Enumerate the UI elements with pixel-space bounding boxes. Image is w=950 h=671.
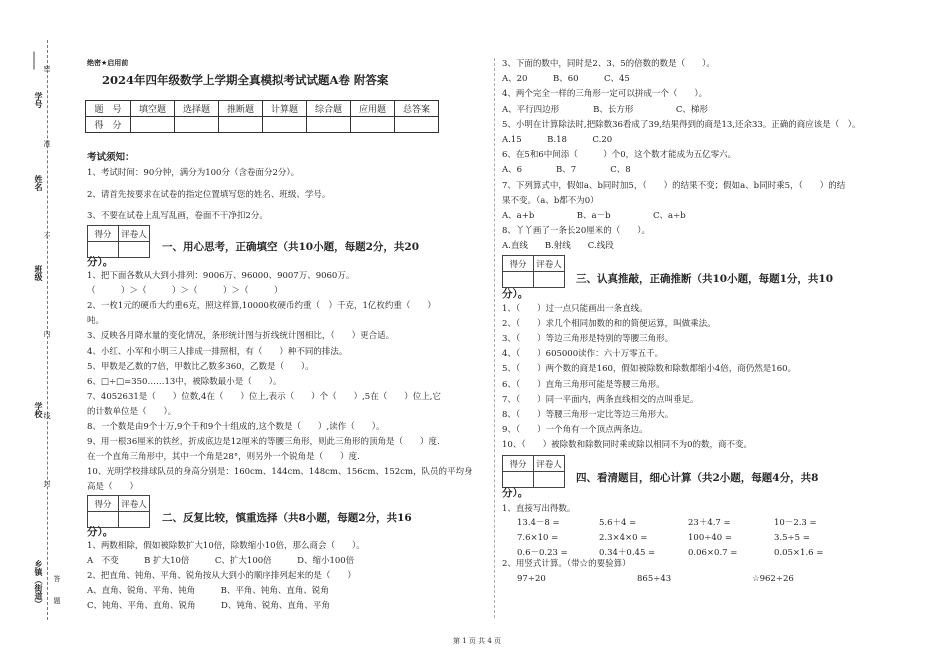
- calc-item: 23＋4.7 =: [688, 518, 731, 528]
- vertical-calc-3: ☆962÷26: [752, 574, 794, 584]
- cut-mark-2: 封: [43, 480, 51, 487]
- score-header-total: 总答案: [395, 101, 439, 117]
- question-line: 8、一个数是由9个十万,9个千和9个十组成的,这个数是（ ）,读作（ ）。: [87, 422, 385, 432]
- section-3-title: 三、认真推敲，正确推断（共10小题，每题1分，共10: [576, 273, 834, 285]
- score-cell[interactable]: [175, 117, 219, 133]
- question-line: 吨。: [87, 316, 105, 327]
- calc-item: 0.34＋0.45 =: [599, 548, 656, 558]
- question-line: 1、两数相除，假如被除数扩大10倍，除数缩小10倍，那么商会（ ）。: [87, 541, 365, 551]
- cut-mark-1: 密: [43, 65, 51, 72]
- grader-reviewer-cell[interactable]: [534, 272, 565, 288]
- score-header-label: 题 号: [86, 101, 131, 117]
- margin-label-class: 班级: [34, 265, 43, 281]
- notice-item: 2、请首先按要求在试卷的指定位置填写您的姓名、班级、学号。: [87, 190, 331, 200]
- question-line: （ ）＞（ ）＞（ ）＞（ ）: [87, 286, 283, 297]
- page-title: 2024年四年级数学上学期全真模拟考试试题A卷 附答案: [102, 73, 389, 87]
- notice-item: 3、不要在试卷上乱写乱画，卷面不干净扣2分。: [87, 211, 268, 221]
- grader-reviewer-cell[interactable]: [534, 472, 565, 488]
- score-header-calc: 计算题: [263, 101, 307, 117]
- calc-item: 5.6＋4 =: [599, 518, 637, 528]
- question-line: 在一个直角三角形中，其中一个角是28°，则另外一个锐角是（ ）度.: [87, 452, 360, 463]
- margin-underline-1: [34, 52, 35, 70]
- calc-item: 2.3×4×0 =: [599, 533, 648, 543]
- question-line: A.直线 B.射线 C.线段: [502, 241, 614, 252]
- page-footer: 第 1 页 共 4 页: [453, 637, 502, 645]
- grader-reviewer-label: 评卷人: [119, 496, 150, 512]
- question-line: 8、（ ）等腰三角形一定比等边三角形大。: [502, 409, 674, 420]
- vertical-calc-1: 97÷20: [517, 574, 546, 584]
- section-2-title-cont: 分）。: [87, 526, 114, 538]
- score-table: [85, 100, 439, 133]
- grader-reviewer-label: 评卷人: [119, 226, 150, 242]
- grader-reviewer-cell[interactable]: [119, 512, 150, 528]
- section-4-q2: 2、用竖式计算。（带☆的要验算）: [502, 559, 631, 569]
- grader-score-label: 得分: [503, 256, 534, 272]
- grader-reviewer-cell[interactable]: [119, 242, 150, 258]
- question-line: 1、（ ）过一点只能画出一条直线。: [502, 304, 648, 314]
- cut-mark-4: 内: [43, 330, 51, 337]
- cut-mark-3: 线: [43, 412, 51, 419]
- cut-mark-6: 准: [43, 140, 51, 147]
- section-4-title: 四、看清题目，细心计算（共2小题，每题4分，共8: [576, 472, 819, 484]
- score-row-label: 得 分: [86, 117, 131, 133]
- score-header-judge: 推断题: [219, 101, 263, 117]
- question-line: 5、（ ）两个数的商是160，假如被除数和除数都缩小4倍，商仍然是160。: [502, 364, 797, 375]
- score-cell[interactable]: [219, 117, 263, 133]
- question-line: 10、（ ）被除数和除数同时乘或除以相同不为0的数，商不变。: [502, 439, 752, 450]
- confidential-label: 绝密★启用前: [87, 59, 129, 67]
- question-line: 2、把直角、钝角、平角、锐角按从大到小的顺序排列起来的是（ ）: [87, 570, 356, 581]
- grader-score-label: 得分: [503, 456, 534, 472]
- question-line: 7、4052631是（ ）位数,4在（ ）位上,表示（ ）个（ ）,5在（ ）位上,它: [87, 391, 441, 402]
- section-2-title: 二、反复比较，慎重选择（共8小题，每题2分，共16: [162, 512, 412, 524]
- section-1-title-cont: 分）。: [87, 256, 114, 268]
- score-cell[interactable]: [351, 117, 395, 133]
- question-line: 高是（ ）: [87, 482, 139, 493]
- score-header-choice: 选择题: [175, 101, 219, 117]
- score-cell[interactable]: [263, 117, 307, 133]
- margin-label-student-id: 学号: [34, 92, 43, 108]
- question-line: A、6 B、7 C、8: [502, 165, 631, 176]
- cut-mark-5: 不: [43, 232, 51, 239]
- question-line: 6、（ ）直角三角形可能是等腰三角形。: [502, 379, 665, 390]
- question-line: A、20 B、60 C、45: [502, 74, 630, 85]
- cut-mark-8: 题: [53, 597, 61, 604]
- question-line: 5、甲数是乙数的7倍，甲数比乙数多360，乙数是（ ）。: [87, 361, 314, 372]
- question-line: 6、在5和6中间添（ ）个0，这个数才能成为五亿零六。: [502, 150, 737, 161]
- section-1-title: 一、用心思考，正确填空（共10小题，每题2分，共20: [162, 241, 420, 253]
- score-cell[interactable]: [307, 117, 351, 133]
- score-cell[interactable]: [131, 117, 175, 133]
- question-line: 9、用一根36厘米的铁丝，折成底边是12厘米的等腰三角形，则此三角形的顶角是（ ）度.: [87, 437, 440, 448]
- calc-item: 10－2.3 =: [774, 518, 817, 528]
- grader-box-4: [502, 455, 565, 488]
- column-divider: [494, 58, 495, 618]
- question-line: 6、□÷□=350……13中，被除数最小是（ ）。: [87, 376, 282, 387]
- grader-reviewer-label: 评卷人: [534, 256, 565, 272]
- question-line: A、直角、锐角、平角、钝角 B、平角、钝角、直角、锐角: [87, 585, 329, 596]
- margin-label-township: 乡镇（街道）: [34, 560, 43, 608]
- section-3-title-cont: 分）。: [502, 288, 529, 300]
- calc-item: 100÷40 =: [688, 533, 732, 543]
- calc-item: 0.6－0.23 =: [517, 548, 568, 558]
- notice-item: 1、考试时间：90分钟，满分为100分（含卷面分2分）。: [87, 168, 300, 178]
- calc-item: 13.4－8 =: [517, 518, 560, 528]
- question-line: A 不变 B 扩大10倍 C、扩大100倍 D、缩小100倍: [87, 555, 355, 566]
- question-line: 1、把下面各数从大到小排列：9006万、96000、9007万、9060万。: [87, 271, 355, 281]
- vertical-calc-2: 865÷43: [637, 574, 672, 584]
- calc-item: 3.5÷5 =: [774, 533, 810, 543]
- question-line: 4、两个完全一样的三角形一定可以拼成一个（ ）。: [502, 89, 708, 100]
- question-line: 3、（ ）等边三角形是特别的等腰三角形。: [502, 334, 674, 345]
- question-line: 的计数单位是（ ）。: [87, 406, 177, 417]
- question-line: 2、（ ）求几个相同加数的和的简便运算，叫做乘法。: [502, 319, 716, 330]
- question-line: A.15 B.18 C.20: [502, 135, 613, 145]
- question-line: 7、下列算式中，假如a、b同时加5，（ ）的结果不变；假如a、b同时乘5，（ ）的结: [502, 180, 846, 191]
- question-line: 3、反映各月降水量的变化情况，条形统计图与折线统计图相比，（ ）更合适。: [87, 331, 395, 342]
- calc-item: 7.6×10 =: [517, 533, 559, 543]
- calc-item: 0.06×0.7 =: [688, 548, 738, 558]
- grader-score-label: 得分: [88, 496, 119, 512]
- question-line: 9、（ ）一个角有一个顶点两条边。: [502, 424, 648, 435]
- section-4-title-cont: 分）。: [502, 487, 529, 499]
- question-line: A、a+b B、a－b C、a÷b: [502, 211, 686, 221]
- question-line: 3、下面的数中，同时是2、3、5的倍数的数是（ ）。: [502, 59, 715, 69]
- question-line: C、钝角、平角、直角、锐角 D、钝角、锐角、直角、平角: [87, 600, 330, 611]
- question-line: 4、小红、小军和小明三人排成一排照相，有（ ）种不同的排法。: [87, 346, 348, 357]
- grader-reviewer-label: 评卷人: [534, 456, 565, 472]
- margin-label-name: 姓名: [34, 175, 43, 191]
- grader-box-3: [502, 255, 565, 288]
- question-line: 果不变。（a、b都不为0）: [502, 195, 599, 206]
- question-line: 7、（ ）同一平面内，两条直线相交的点叫垂足。: [502, 394, 699, 405]
- cut-mark-7: 答: [53, 575, 61, 582]
- question-line: 2、一枚1元的硬币大约重6克，照这样算,10000枚硬币约重（ ）千克，1亿枚约重（ ）: [87, 301, 436, 312]
- score-cell[interactable]: [395, 117, 439, 133]
- question-line: A、平行四边形 B、长方形 C、梯形: [502, 104, 708, 115]
- score-header-application: 应用题: [351, 101, 395, 117]
- section-4-q1: 1、直接写出得数。: [502, 504, 576, 514]
- calc-item: 0.05×1.6 =: [774, 548, 824, 558]
- score-header-fill: 填空题: [131, 101, 175, 117]
- score-header-comprehensive: 综合题: [307, 101, 351, 117]
- question-line: 8、丫丫画了一条长20厘米的（ ）。: [502, 226, 650, 237]
- grader-score-label: 得分: [88, 226, 119, 242]
- question-line: 5、小明在计算除法时,把除数36看成了39,结果得到的商是13,还余33。正确的商应该是（ ）。: [502, 119, 861, 130]
- question-line: 4、（ ）605000读作：六十万零五千。: [502, 349, 664, 360]
- question-line: 10、光明学校排球队员的身高分别是：160cm、144cm、148cm、156cm、152cm，队员的平均身: [87, 467, 473, 478]
- margin-label-school: 学校: [34, 402, 43, 418]
- notice-heading: 考试须知：: [87, 152, 135, 163]
